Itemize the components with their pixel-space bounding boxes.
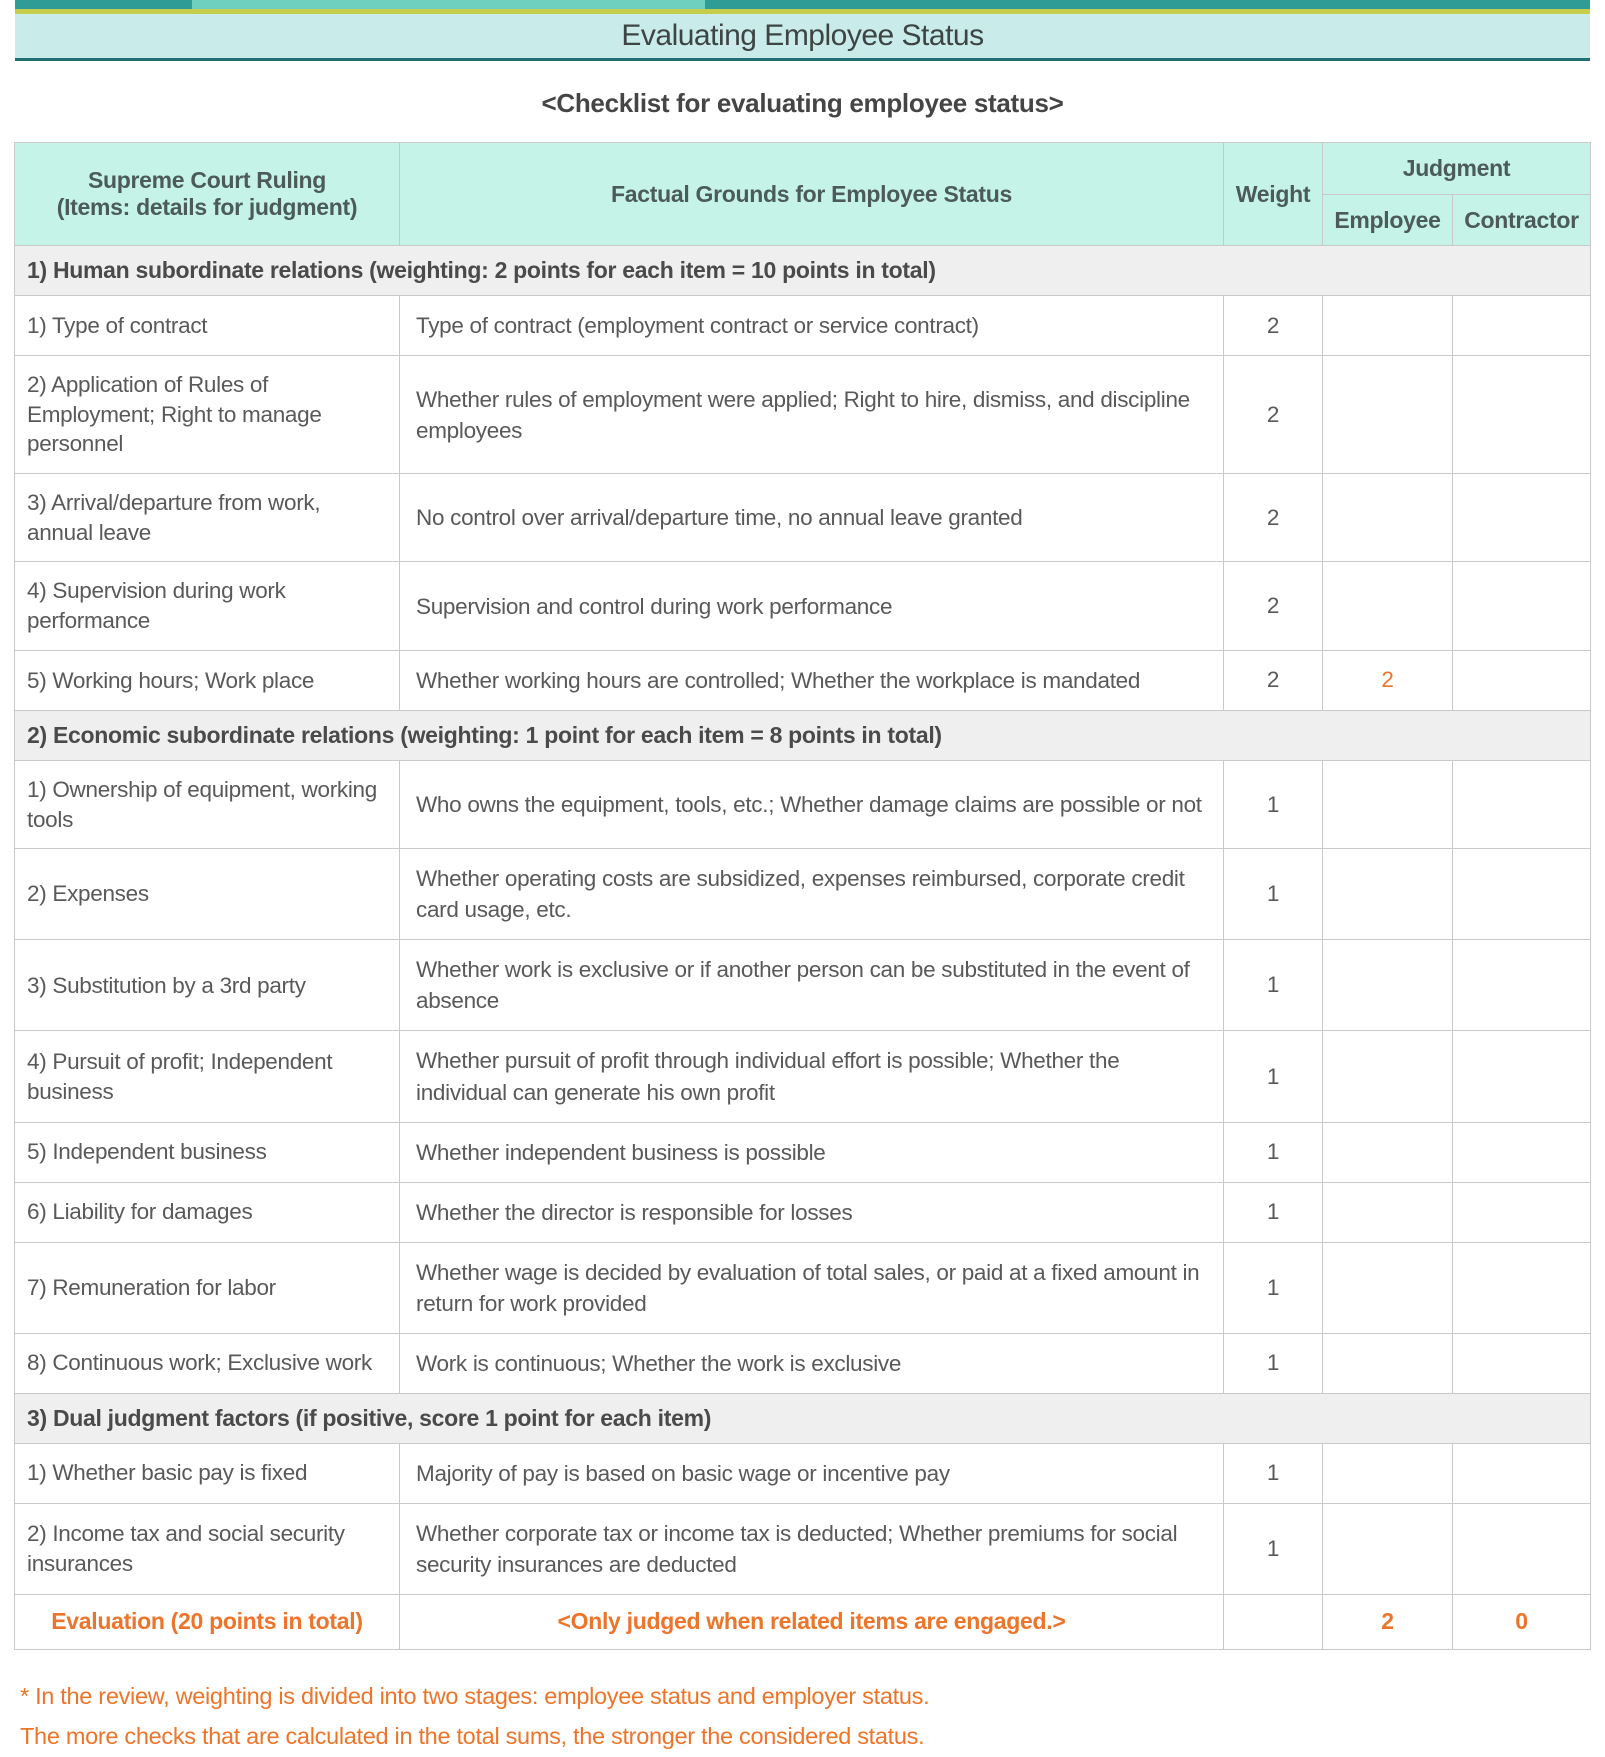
item-cell: 1) Type of contract: [15, 296, 400, 356]
employee-judgment-cell: [1323, 1031, 1453, 1122]
item-cell: 1) Ownership of equipment, working tools: [15, 760, 400, 848]
grounds-cell: Whether rules of employment were applied; Right to hire, dismiss, and discipline employees: [400, 356, 1224, 474]
weight-cell: 1: [1224, 1503, 1323, 1594]
weight-cell: 1: [1224, 849, 1323, 940]
table-row: [15, 562, 1591, 650]
section-title: 1) Human subordinate relations (weighting: 2 points for each item = 10 points in total): [15, 246, 1591, 296]
title-bar: [15, 14, 1590, 61]
table-row: [15, 1333, 1591, 1393]
grounds-cell: Type of contract (employment contract or service contract): [400, 296, 1224, 356]
top-bar-teal-row: [15, 0, 1590, 9]
table-row: [15, 760, 1591, 848]
table-row: [15, 650, 1591, 710]
contractor-judgment-cell: [1453, 296, 1591, 356]
evaluation-label-cell: Evaluation (20 points in total): [15, 1594, 400, 1649]
footnote-line-2: The more checks that are calculated in the total sums, the stronger the considered status.: [20, 1722, 925, 1749]
weight-cell: 1: [1224, 1182, 1323, 1242]
item-cell: 6) Liability for damages: [15, 1182, 400, 1242]
grounds-cell: Work is continuous; Whether the work is exclusive: [400, 1333, 1224, 1393]
grounds-cell: Majority of pay is based on basic wage or incentive pay: [400, 1443, 1224, 1503]
item-cell: 3) Substitution by a 3rd party: [15, 940, 400, 1031]
weight-cell: 2: [1224, 562, 1323, 650]
employee-judgment-cell: [1323, 356, 1453, 474]
contractor-judgment-cell: [1453, 1242, 1591, 1333]
item-cell: 8) Continuous work; Exclusive work: [15, 1333, 400, 1393]
grounds-cell: Whether wage is decided by evaluation of total sales, or paid at a fixed amount in return for work provided: [400, 1242, 1224, 1333]
header-row-1: [15, 143, 1591, 195]
item-cell: 2) Income tax and social security insurances: [15, 1503, 400, 1594]
weight-cell: 1: [1224, 1122, 1323, 1182]
column-header-contractor: Contractor: [1453, 195, 1591, 246]
contractor-judgment-cell: [1453, 356, 1591, 474]
table-row: [15, 1031, 1591, 1122]
grounds-cell: Whether independent business is possible: [400, 1122, 1224, 1182]
employee-judgment-cell: [1323, 1242, 1453, 1333]
item-cell: 4) Pursuit of profit; Independent business: [15, 1031, 400, 1122]
section-title: 2) Economic subordinate relations (weighting: 1 point for each item = 8 points in total): [15, 710, 1591, 760]
section-header-row-3: [15, 1393, 1591, 1443]
table-row: [15, 1182, 1591, 1242]
contractor-judgment-cell: [1453, 1503, 1591, 1594]
item-cell: 2) Expenses: [15, 849, 400, 940]
column-header-employee: Employee: [1323, 195, 1453, 246]
grounds-cell: Whether working hours are controlled; Whether the workplace is mandated: [400, 650, 1224, 710]
checklist-subtitle: <Checklist for evaluating employee status>: [541, 88, 1064, 118]
grounds-cell: Whether corporate tax or income tax is deducted; Whether premiums for social security insurances are deducted: [400, 1503, 1224, 1594]
evaluation-employee-total-cell: 2: [1323, 1594, 1453, 1649]
item-cell: 1) Whether basic pay is fixed: [15, 1443, 400, 1503]
column-header-ruling-line2: (Items: details for judgment): [56, 194, 358, 220]
table-row: [15, 1122, 1591, 1182]
employee-status-checklist-table: [14, 142, 1591, 1650]
section-header-row-1: [15, 246, 1591, 296]
item-cell: 2) Application of Rules of Employment; Right to manage personnel: [15, 356, 400, 474]
table-body: [15, 246, 1591, 1650]
weight-cell: 1: [1224, 1242, 1323, 1333]
table-row: [15, 1443, 1591, 1503]
grounds-cell: Whether the director is responsible for losses: [400, 1182, 1224, 1242]
contractor-judgment-cell: [1453, 1443, 1591, 1503]
employee-judgment-cell: [1323, 1443, 1453, 1503]
table-row: [15, 296, 1591, 356]
column-header-judgment: Judgment: [1323, 143, 1591, 195]
grounds-cell: Whether operating costs are subsidized, expenses reimbursed, corporate credit card usage, etc.: [400, 849, 1224, 940]
column-header-ruling-line1: Supreme Court Ruling: [87, 167, 327, 193]
employee-judgment-cell: [1323, 1122, 1453, 1182]
contractor-judgment-cell: [1453, 940, 1591, 1031]
evaluation-row: [15, 1594, 1591, 1649]
contractor-judgment-cell: [1453, 760, 1591, 848]
contractor-judgment-cell: [1453, 650, 1591, 710]
evaluation-note-cell: <Only judged when related items are engaged.>: [400, 1594, 1224, 1649]
section-header-row-2: [15, 710, 1591, 760]
column-header-grounds: Factual Grounds for Employee Status: [400, 143, 1224, 246]
employee-judgment-cell: 2: [1323, 650, 1453, 710]
weight-cell: 2: [1224, 474, 1323, 562]
table-row: [15, 1242, 1591, 1333]
weight-cell: 2: [1224, 650, 1323, 710]
column-header-weight: Weight: [1224, 143, 1323, 246]
weight-cell: 1: [1224, 1333, 1323, 1393]
employee-judgment-cell: [1323, 849, 1453, 940]
grounds-cell: Who owns the equipment, tools, etc.; Whether damage claims are possible or not: [400, 760, 1224, 848]
table-row: [15, 1503, 1591, 1594]
weight-cell: 1: [1224, 940, 1323, 1031]
employee-judgment-cell: [1323, 1182, 1453, 1242]
page-title: Evaluating Employee Status: [621, 19, 984, 52]
table-header: [15, 143, 1591, 246]
item-cell: 7) Remuneration for labor: [15, 1242, 400, 1333]
contractor-judgment-cell: [1453, 562, 1591, 650]
table-row: [15, 474, 1591, 562]
contractor-judgment-cell: [1453, 1182, 1591, 1242]
evaluation-contractor-total-cell: 0: [1453, 1594, 1591, 1649]
table-row: [15, 356, 1591, 474]
employee-judgment-cell: [1323, 940, 1453, 1031]
employee-judgment-cell: [1323, 1333, 1453, 1393]
item-cell: 5) Independent business: [15, 1122, 400, 1182]
grounds-cell: Whether pursuit of profit through individual effort is possible; Whether the individual can generate his own profit: [400, 1031, 1224, 1122]
column-header-ruling: [15, 143, 400, 246]
contractor-judgment-cell: [1453, 1031, 1591, 1122]
top-bar-segment-dark-right: [705, 0, 1590, 9]
table-row: [15, 849, 1591, 940]
weight-cell: 1: [1224, 760, 1323, 848]
contractor-judgment-cell: [1453, 474, 1591, 562]
item-cell: 5) Working hours; Work place: [15, 650, 400, 710]
item-cell: 4) Supervision during work performance: [15, 562, 400, 650]
employee-judgment-cell: [1323, 474, 1453, 562]
contractor-judgment-cell: [1453, 1333, 1591, 1393]
footnote-line-1: * In the review, weighting is divided into two stages: employee status and employer status.: [20, 1682, 930, 1709]
grounds-cell: No control over arrival/departure time, no annual leave granted: [400, 474, 1224, 562]
grounds-cell: Supervision and control during work performance: [400, 562, 1224, 650]
employee-judgment-cell: [1323, 760, 1453, 848]
top-bar-segment-light: [192, 0, 705, 9]
evaluation-weight-cell: [1224, 1594, 1323, 1649]
contractor-judgment-cell: [1453, 849, 1591, 940]
weight-cell: 1: [1224, 1443, 1323, 1503]
grounds-cell: Whether work is exclusive or if another person can be substituted in the event of absence: [400, 940, 1224, 1031]
weight-cell: 2: [1224, 356, 1323, 474]
weight-cell: 1: [1224, 1031, 1323, 1122]
top-decoration-bar: [15, 0, 1590, 14]
top-bar-segment-dark-left: [15, 0, 192, 9]
employee-judgment-cell: [1323, 562, 1453, 650]
item-cell: 3) Arrival/departure from work, annual leave: [15, 474, 400, 562]
footnotes: [20, 1677, 1605, 1757]
employee-judgment-cell: [1323, 1503, 1453, 1594]
table-row: [15, 940, 1591, 1031]
weight-cell: 2: [1224, 296, 1323, 356]
contractor-judgment-cell: [1453, 1122, 1591, 1182]
section-title: 3) Dual judgment factors (if positive, score 1 point for each item): [15, 1393, 1591, 1443]
employee-judgment-cell: [1323, 296, 1453, 356]
